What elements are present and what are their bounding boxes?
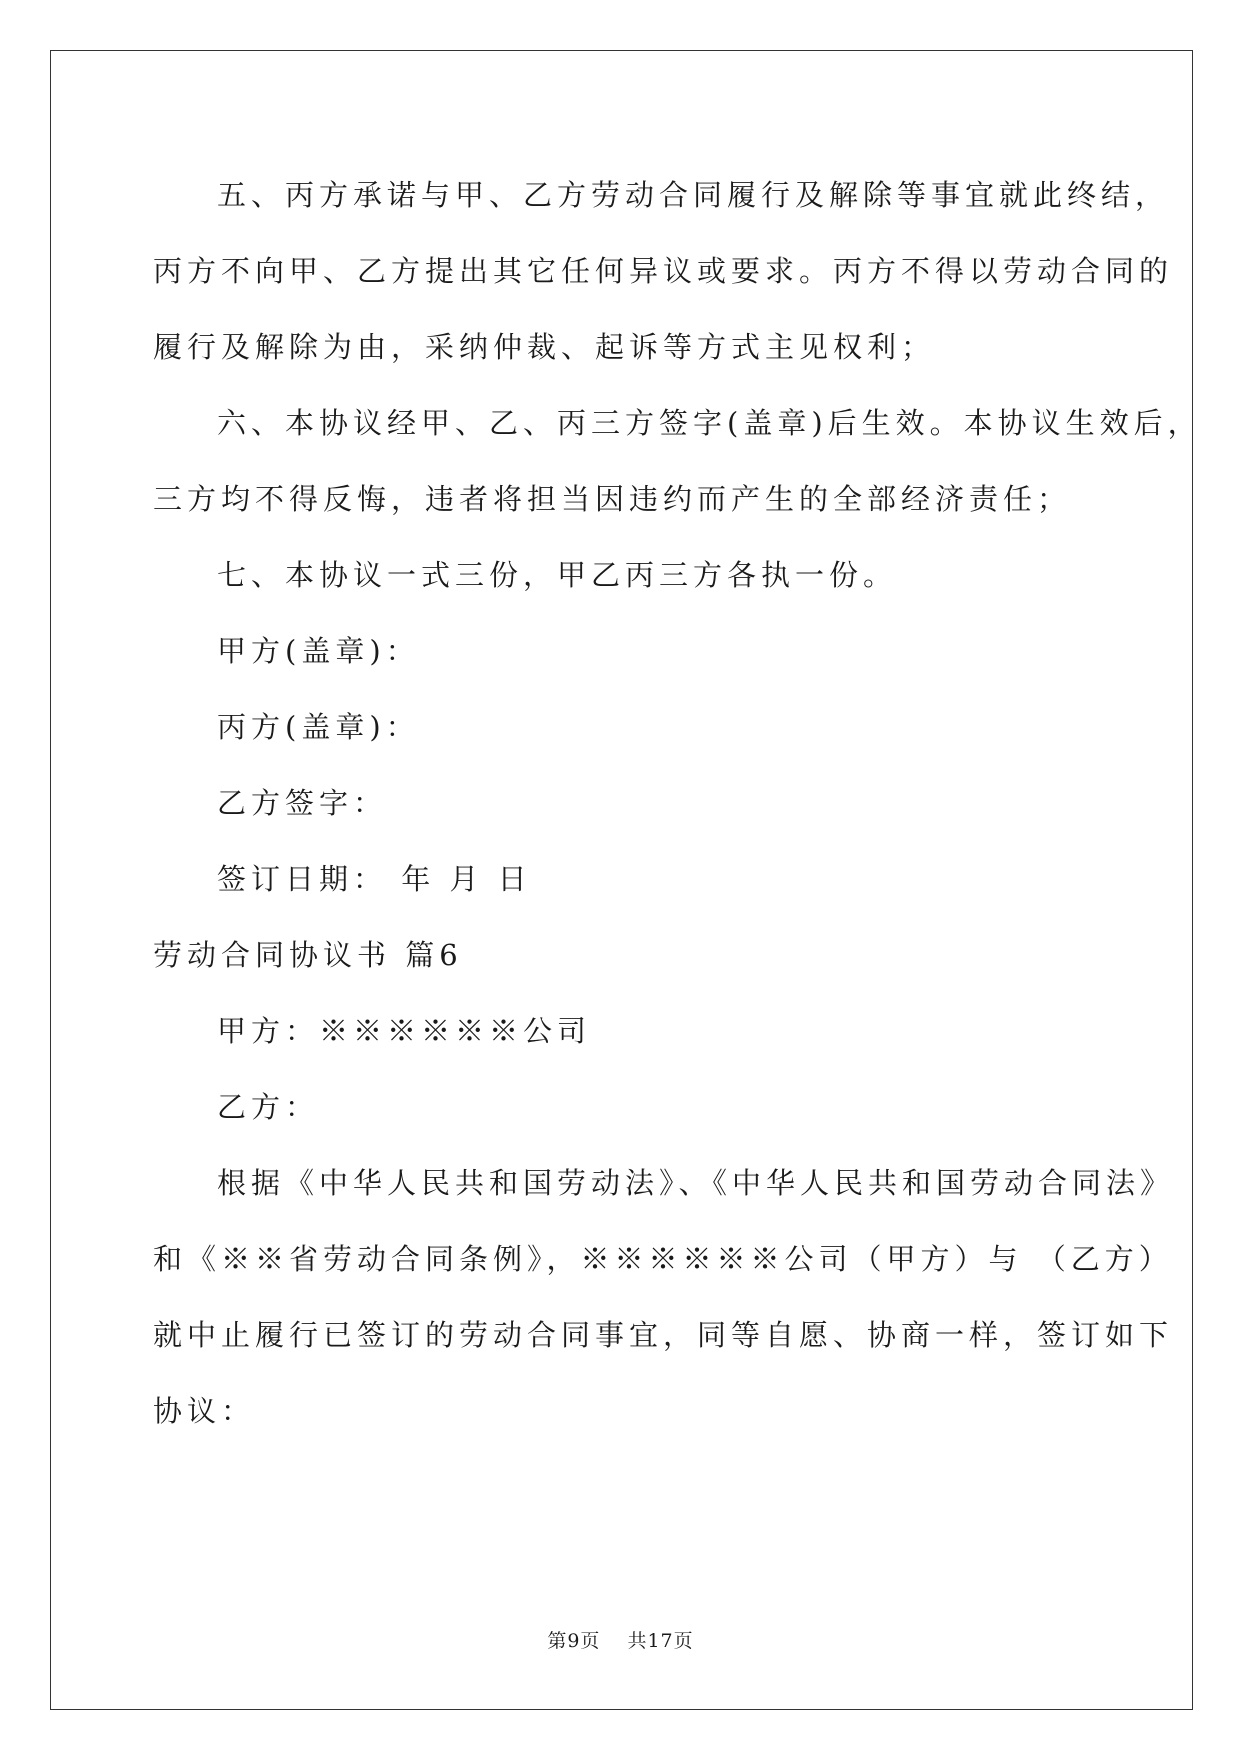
party-line: 乙方： (217, 1090, 320, 1124)
page-total: 共17页 (627, 1630, 694, 1652)
signature-line: 丙方(盖章)： (217, 710, 420, 744)
paragraph-line: 六、本协议经甲、乙、丙三方签字(盖章)后生效。本协议生效后， (217, 406, 1202, 440)
paragraph-line: 和《※※省劳动合同条例》，※※※※※※公司（甲方）与 （乙方） (153, 1242, 1173, 1276)
page-number: 第9页 (547, 1630, 601, 1652)
party-line: 甲方：※※※※※※公司 (217, 1014, 592, 1048)
paragraph-line: 协议： (153, 1394, 256, 1428)
paragraph-line: 履行及解除为由，采纳仲裁、起诉等方式主见权利； (153, 330, 936, 364)
section-heading: 劳动合同协议书 篇6 (153, 938, 463, 972)
paragraph-line: 就中止履行已签订的劳动合同事宜，同等自愿、协商一样，签订如下 (153, 1318, 1174, 1352)
paragraph-line: 五、丙方承诺与甲、乙方劳动合同履行及解除等事宜就此终结， (217, 178, 1170, 212)
paragraph-line: 丙方不向甲、乙方提出其它任何异议或要求。丙方不得以劳动合同的 (153, 254, 1174, 288)
signature-line: 乙方签字： (217, 786, 388, 820)
paragraph-line: 七、本协议一式三份，甲乙丙三方各执一份。 (217, 558, 898, 592)
paragraph-line: 根据《中华人民共和国劳动法》、《中华人民共和国劳动合同法》 (217, 1166, 1175, 1200)
page-footer (0, 1629, 1241, 1653)
date-line: 签订日期： 年 月 日 (217, 862, 532, 896)
signature-line: 甲方(盖章)： (217, 634, 420, 668)
paragraph-line: 三方均不得反悔，违者将担当因违约而产生的全部经济责任； (153, 482, 1072, 516)
